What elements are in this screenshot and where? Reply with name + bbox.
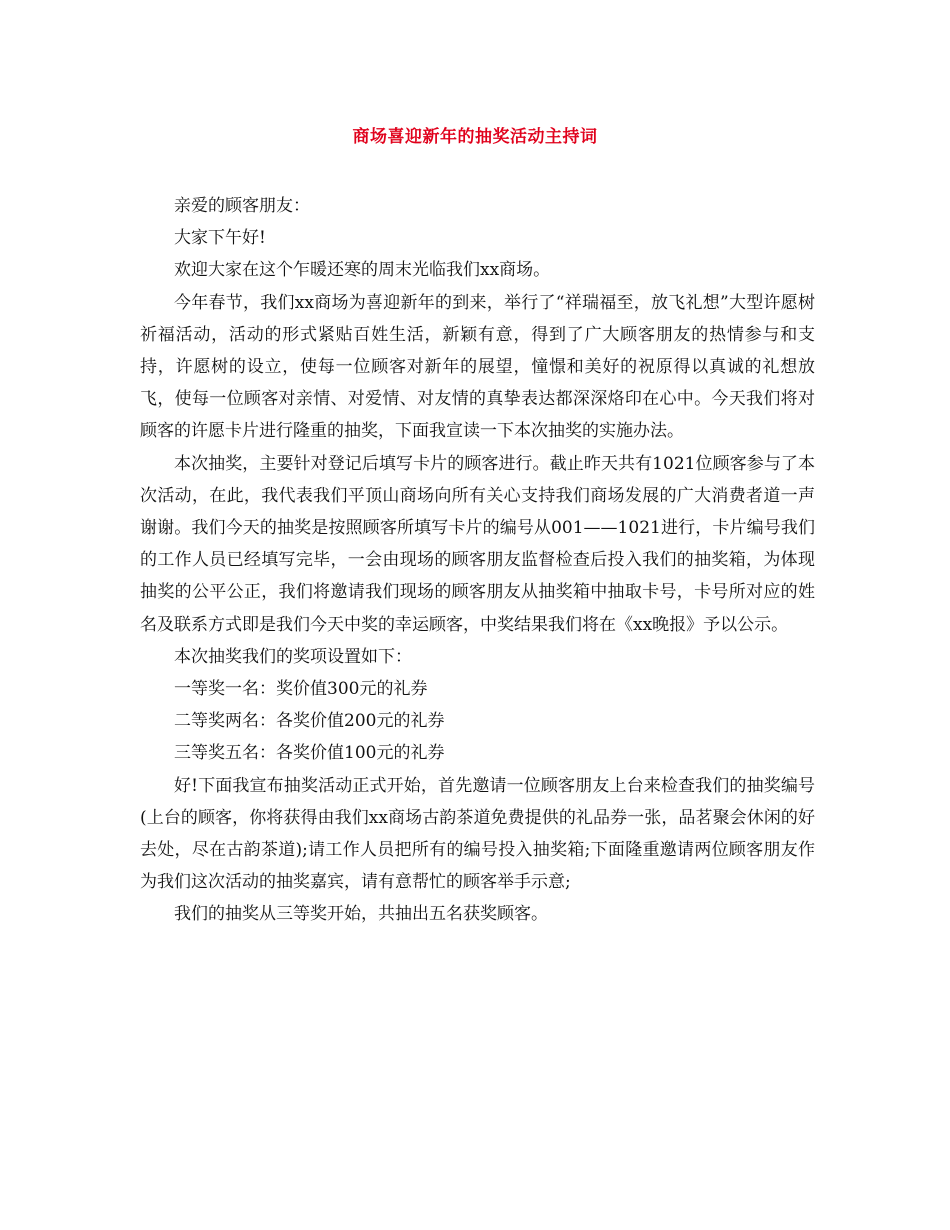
paragraph-good-afternoon: 大家下午好! <box>174 228 266 249</box>
paragraph-first-prize: 一等奖一名：奖价值300元的礼券 <box>174 679 428 700</box>
paragraph-second-prize: 二等奖两名：各奖价值200元的礼券 <box>174 711 445 732</box>
paragraph-lottery-method: 本次抽奖，主要针对登记后填写卡片的顾客进行。截止昨天共有1021位顾客参与了本次活动，在此，我代表我们平顶山商场向所有关心支持我们商场发展的广大消费者道一声谢谢。我们今天的抽奖是按照顾客所填写卡片的编号从001——1021进行，卡片编号我们的工作人员已经填写完毕，一会由现场的顾客朋友监督检查后投入我们的抽奖箱，为体现抽奖的公平公正，我们将邀请我们现场的顾客朋友从抽奖箱中抽取卡号，卡号所对应的姓名及联系方式即是我们今天中奖的幸运顾客，中奖结果我们将在《xx晚报》予以公示。 <box>140 453 815 635</box>
document-title: 商场喜迎新年的抽奖活动主持词 <box>352 127 598 147</box>
paragraph-third-prize-draw: 我们的抽奖从三等奖开始，共抽出五名获奖顾客。 <box>174 904 548 925</box>
document-body <box>140 190 815 931</box>
paragraph-third-prize: 三等奖五名：各奖价值100元的礼券 <box>174 743 445 764</box>
paragraph-spring-festival: 今年春节，我们xx商场为喜迎新年的到来，举行了“祥瑞福至，放飞礼想”大型许愿树祈福活动，活动的形式紧贴百姓生活，新颖有意，得到了广大顾客朋友的热情参与和支持，许愿树的设立，使每一位顾客对新年的展望，憧憬和美好的祝原得以真诚的礼想放飞，使每一位顾客对亲情、对爱情、对友情的真挚表达都深深烙印在心中。今天我们将对顾客的许愿卡片进行隆重的抽奖，下面我宣读一下本次抽奖的实施办法。 <box>140 292 815 442</box>
paragraph-greeting: 亲爱的顾客朋友： <box>174 196 310 216</box>
paragraph-start-announcement: 好!下面我宣布抽奖活动正式开始，首先邀请一位顾客朋友上台来检查我们的抽奖编号(上台的顾客，你将获得由我们xx商场古韵茶道免费提供的礼品券一张，品茗聚会休闲的好去处，尽在古韵茶道);请工作人员把所有的编号投入抽奖箱;下面隆重邀请两位顾客朋友作为我们这次活动的抽奖嘉宾，请有意帮忙的顾客举手示意; <box>140 775 815 893</box>
paragraph-prize-intro: 本次抽奖我们的奖项设置如下： <box>174 646 412 667</box>
paragraph-welcome: 欢迎大家在这个乍暖还寒的周末光临我们xx商场。 <box>174 260 551 281</box>
